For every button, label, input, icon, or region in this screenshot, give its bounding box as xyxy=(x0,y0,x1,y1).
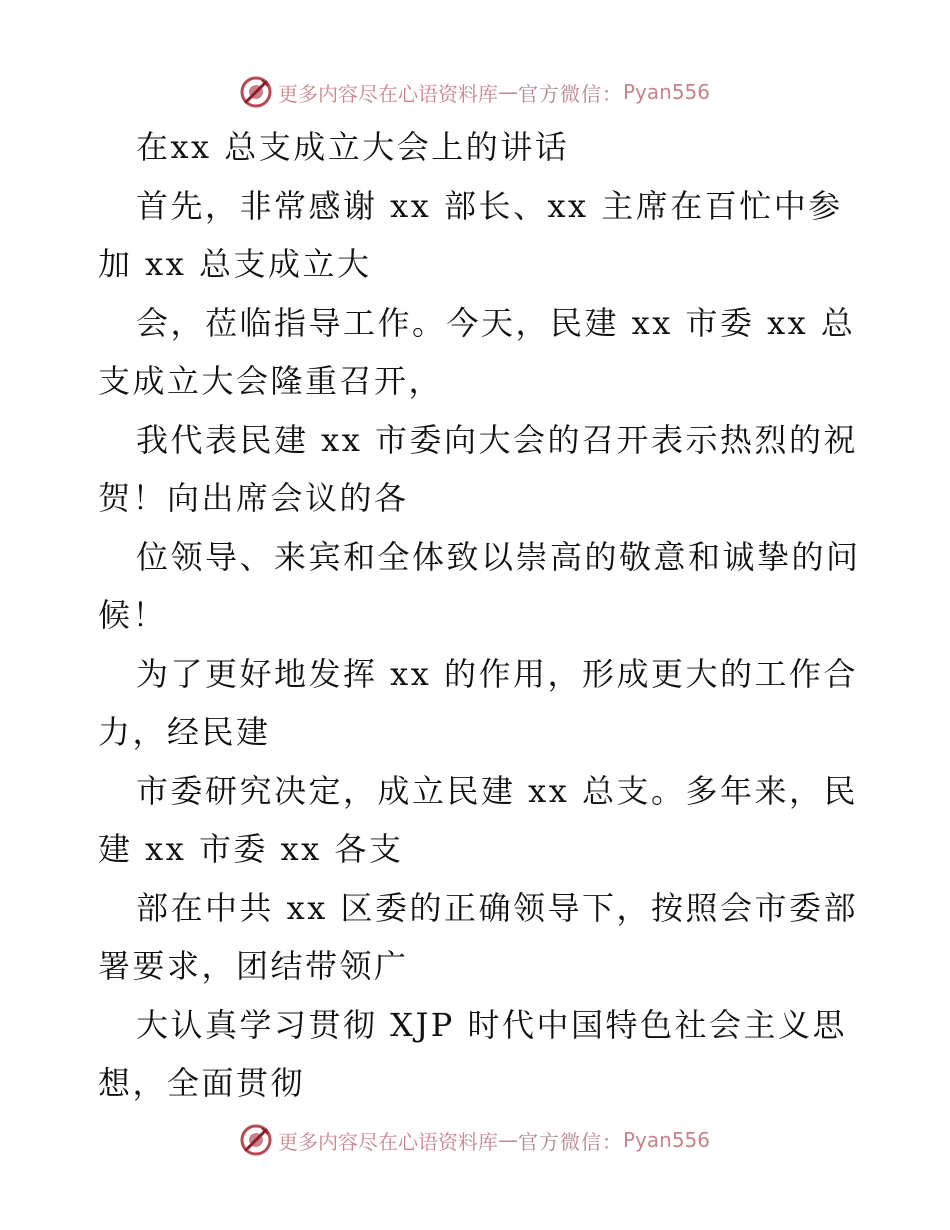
watermark-id: Pyan556 xyxy=(622,80,710,104)
watermark-prefix: 更多内容尽在心语资料库 xyxy=(277,81,498,106)
paragraph-line: 会，莅临指导工作。今天，民建 xx 市委 xx 总 xyxy=(136,303,856,342)
paragraph-line: 署要求，团结带领广 xyxy=(98,947,409,985)
watermark-dash: — xyxy=(497,80,518,104)
document-title: 在xx 总支成立大会上的讲话 xyxy=(136,128,570,166)
paragraph-line: 市委研究决定，成立民建 xx 总支。多年来，民 xyxy=(136,771,858,810)
document-body xyxy=(98,118,861,1113)
paragraph-line: 建 xx 市委 xx 各支 xyxy=(98,830,404,868)
watermark-dash: — xyxy=(497,1128,518,1152)
paragraph-line: 部在中共 xx 区委的正确领导下，按照会市委部 xyxy=(136,888,858,927)
paragraph-line: 力，经民建 xyxy=(98,713,271,751)
header-watermark xyxy=(0,72,950,112)
paragraph-line: 加 xx 总支成立大 xyxy=(98,245,372,283)
paragraph-line: 支成立大会隆重召开， xyxy=(98,362,444,400)
paragraph-line: 想，全面贯彻 xyxy=(98,1064,306,1102)
paragraph-line: 贺！向出席会议的各 xyxy=(98,479,409,517)
paragraph-line: 我代表民建 xx 市委向大会的召开表示热烈的祝 xyxy=(136,420,858,459)
paragraph-line: 首先，非常感谢 xx 部长、xx 主席在百忙中参 xyxy=(136,186,843,225)
watermark-official: 官方微信： xyxy=(517,1129,623,1154)
watermark-id: Pyan556 xyxy=(622,1128,710,1152)
watermark-official: 官方微信： xyxy=(517,81,623,106)
paragraph-line: 候！ xyxy=(98,596,168,634)
paragraph-line: 位领导、来宾和全体致以崇高的敬意和诚挚的问 xyxy=(136,537,861,576)
footer-watermark xyxy=(0,1120,950,1160)
watermark-prefix: 更多内容尽在心语资料库 xyxy=(277,1129,498,1154)
paragraph-line: 为了更好地发挥 xx 的作用，形成更大的工作合 xyxy=(136,654,858,693)
paragraph-line: 大认真学习贯彻 XJP 时代中国特色社会主义思 xyxy=(136,1005,847,1044)
logo-icon xyxy=(240,1124,272,1156)
logo-icon xyxy=(240,76,272,108)
